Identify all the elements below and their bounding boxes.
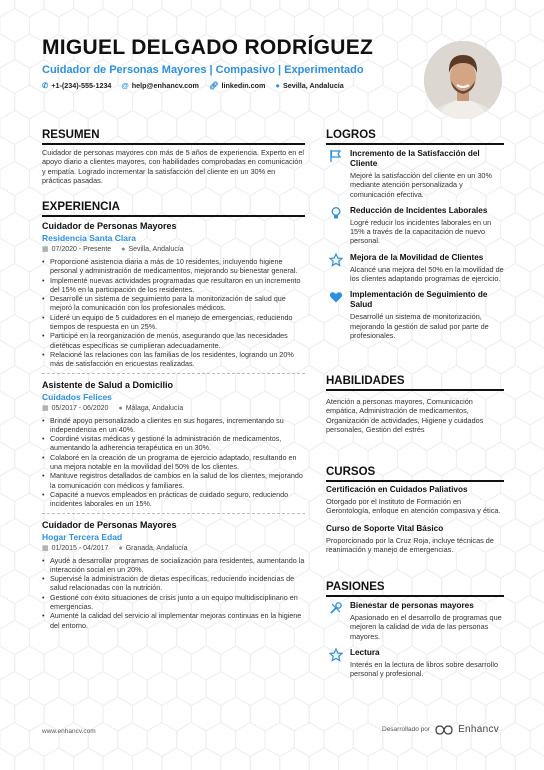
passion-desc: Interés en la lectura de libros sobre desarrollo personal y profesional. [350, 659, 499, 679]
location-icon: ● [118, 544, 123, 552]
job-divider [42, 373, 305, 374]
list-item: • Mantuve registros detallados de cambios en la salud de los clientes, mejorando la comunicación con médicos y familiares. [42, 471, 305, 490]
summary-text: Cuidador de personas mayores con más de 5 años de experiencia. Experto en el apoyo diario a clientes mayores, con habilidades comprobadas en comunicación y empatía. Logrado incrementar la satisfacción del cliente en un 30% en prácticas pasadas. [42, 148, 305, 185]
achievement-title: Incremento de la Satisfacción del Cliente [350, 149, 480, 168]
achievement-desc: Desarrollé un sistema de monitorización, mejorando la gestión de salud por parte de profesionales. [350, 312, 489, 340]
course-title: Curso de Soporte Vital Básico [326, 523, 444, 533]
footer-website[interactable]: www.enhancv.com [42, 728, 96, 735]
contact-linkedin[interactable] [209, 81, 265, 90]
achievements-heading: LOGROS [326, 129, 376, 141]
achievement-desc: Alcancé una mejora del 50% en la movilidad de los clientes adaptando programas de ejercicio. [350, 264, 504, 284]
job-entry [42, 220, 305, 369]
achievement-item [326, 290, 504, 340]
profile-photo [424, 41, 502, 119]
star-icon [329, 253, 343, 267]
calendar-icon: ▦ [42, 544, 49, 552]
job-location-text: Málaga, Andalucía [125, 404, 184, 412]
job-title: Cuidador de Personas Mayores [42, 221, 177, 231]
courses-list [326, 485, 504, 554]
footer-brand: Enhancv [458, 724, 500, 735]
passions-list [326, 601, 504, 685]
course-desc: Otorgado por el Instituto de Formación en Gerontología, enfoque en atención compasiva y ética. [326, 497, 501, 516]
job-meta [42, 544, 305, 554]
experience-list [42, 220, 305, 630]
list-item: • Relacioné las relaciones con las familias de los residentes, logrando un 20% más de satisfacción en encuestas realizadas. [42, 350, 305, 369]
list-item: • Desarrollé un sistema de seguimiento para la monitorización de salud que mejoró la comunicación con los profesionales médicos. [42, 294, 305, 313]
achievement-item [326, 149, 504, 199]
job-divider [42, 513, 305, 514]
list-item: • Aumenté la calidad del servicio al implementar mejoras continuas en la higiene del entorno. [42, 611, 305, 630]
phone-icon: ✆ [42, 81, 49, 90]
achievements-rule [326, 143, 504, 145]
experience-rule [42, 215, 305, 217]
experience-heading: EXPERIENCIA [42, 201, 120, 213]
contact-phone-text: +1-(234)-555-1234 [51, 81, 112, 90]
achievement-desc: Logré reducir los incidentes laborales en un 15% a través de la capacitación de nuevo personal. [350, 217, 492, 246]
list-item: • Supervisé la administración de dietas específicas, reduciendo incidencias de salud relacionadas con la nutrición. [42, 574, 305, 593]
contact-email-text: help@enhancv.com [131, 81, 199, 90]
contact-location [275, 81, 343, 90]
skills-text: Atención a personas mayores, Comunicación empática, Administración de medicamentos, Organización de actividades, Higiene y cuidados personales, Gestión del estrés [326, 397, 484, 434]
location-icon: ● [121, 246, 126, 253]
job-dates-text: 07/2020 - Presente [51, 246, 112, 253]
list-item: • Coordiné visitas médicas y gestioné la administración de medicamentos, aumentando la adherencia terapéutica en un 30%. [42, 434, 305, 453]
passion-title: Bienestar de personas mayores [350, 601, 474, 610]
location-icon: ● [275, 81, 280, 90]
job-company: Residencia Santa Clara [42, 233, 137, 243]
job-dates-text: 01/2015 - 04/2017 [51, 544, 109, 552]
job-bullets [42, 416, 305, 509]
location-icon: ● [118, 404, 123, 412]
calendar-icon: ▦ [42, 246, 49, 253]
job-dates-text: 05/2017 - 06/2020 [51, 404, 109, 412]
skills-heading: HABILIDADES [326, 375, 405, 387]
courses-heading: CURSOS [326, 466, 376, 478]
list-item: • Ayudé a desarrollar programas de socialización para residentes, aumentando la interacción social en un 20%. [42, 556, 305, 575]
job-dates [42, 544, 108, 554]
flag-icon [329, 149, 343, 163]
enhancv-logo-icon [435, 725, 453, 735]
job-entry [42, 379, 305, 509]
job-entry [42, 519, 305, 630]
link-icon: 🔗︎ [208, 81, 219, 90]
job-meta [42, 245, 305, 255]
list-item: • Lideré un equipo de 5 cuidadores en el manejo de emergencias, reduciendo tiempos de respuesta en un 25%. [42, 313, 305, 332]
candidate-title: Cuidador de Personas Mayores | Compasivo | Experimentado [42, 64, 364, 76]
contact-location-text: Sevilla, Andalucía [282, 81, 344, 90]
list-item: • Colaboré en la creación de un programa de ejercicio adaptado, resultando en una mejora notable en la movilidad del 50% de los clientes. [42, 453, 305, 472]
job-location-text: Granada, Andalucía [125, 544, 188, 552]
achievement-title: Mejora de la Movilidad de Clientes [350, 252, 484, 262]
calendar-icon: ▦ [42, 404, 49, 412]
achievement-item [326, 253, 504, 284]
job-company: Cuidados Felices [42, 391, 112, 402]
star-icon [329, 648, 343, 662]
passions-heading: PASIONES [326, 581, 385, 593]
achievement-title: Reducción de Incidentes Laborales [350, 205, 488, 215]
list-item: • Implementé nuevas actividades programadas que resultaron en un incremento del 15% en la participación de los residentes. [42, 276, 305, 295]
achievement-title: Implementación de Seguimiento de Salud [350, 290, 488, 310]
passions-rule [326, 595, 504, 597]
passion-item [326, 601, 504, 641]
courses-rule [326, 480, 504, 482]
job-dates [42, 404, 108, 414]
course-item [326, 524, 504, 555]
profile-photo-illustration [424, 41, 502, 119]
achievements-list [326, 149, 504, 347]
candidate-name: MIGUEL DELGADO RODRÍGUEZ [42, 36, 374, 59]
at-icon: @ [121, 81, 129, 90]
course-desc: Proporcionado por la Cruz Roja, incluye técnicas de reanimación y manejo de emergencias. [326, 535, 494, 554]
passion-title: Lectura [350, 647, 380, 657]
list-item: • Capacité a nuevos empleados en prácticas de cuidado seguro, reduciendo incidentes laborales en un 15%. [42, 490, 305, 509]
summary-rule [42, 143, 305, 145]
list-item: • Gestioné con éxito situaciones de crisis junto a un equipo multidisciplinario en emergencias. [42, 593, 305, 612]
job-location-text: Sevilla, Andalucía [128, 246, 184, 253]
passion-item [326, 648, 504, 679]
job-meta [42, 404, 305, 414]
summary-heading: RESUMEN [42, 129, 100, 141]
job-bullets [42, 556, 305, 630]
heart-icon [329, 290, 343, 304]
contact-list [42, 81, 344, 90]
job-dates [42, 245, 111, 255]
job-bullets [42, 257, 305, 369]
footer-branding[interactable] [382, 724, 499, 735]
contact-email[interactable] [121, 81, 199, 90]
lightbulb-icon [329, 206, 343, 220]
job-location [118, 404, 183, 414]
achievement-desc: Mejoré la satisfacción del cliente en un 30% mediante atención personalizada y comunicación efectiva. [350, 171, 492, 199]
job-location [118, 544, 187, 554]
course-item [326, 485, 504, 516]
job-location [121, 245, 184, 255]
achievement-item [326, 206, 504, 246]
list-item: • Participé en la reorganización de menús, asegurando que las necesidades dietéticas específicas se cumplieran adecuadamente. [42, 331, 305, 350]
list-item: • Brindé apoyo personalizado a clientes en sus hogares, incrementando su independencia en un 40%. [42, 416, 305, 435]
job-title: Cuidador de Personas Mayores [42, 519, 177, 530]
course-title: Certificación en Cuidados Paliativos [326, 485, 468, 494]
job-company: Hogar Tercera Edad [42, 531, 123, 542]
contact-linkedin-text: linkedin.com [221, 81, 266, 90]
contact-phone[interactable] [42, 81, 111, 90]
job-title: Asistente de Salud a Domicilio [42, 379, 174, 390]
list-item: • Proporcioné asistencia diaria a más de 10 residentes, incluyendo higiene personal y administración de medicamentos, mejorando su bienestar general. [42, 257, 305, 276]
skills-rule [326, 389, 504, 391]
passion-desc: Apasionado en el desarrollo de programas que mejoren la calidad de vida de las personas mayores. [350, 613, 502, 641]
tools-icon [329, 601, 343, 615]
footer-powered-text: Desarrollado por [382, 726, 431, 733]
